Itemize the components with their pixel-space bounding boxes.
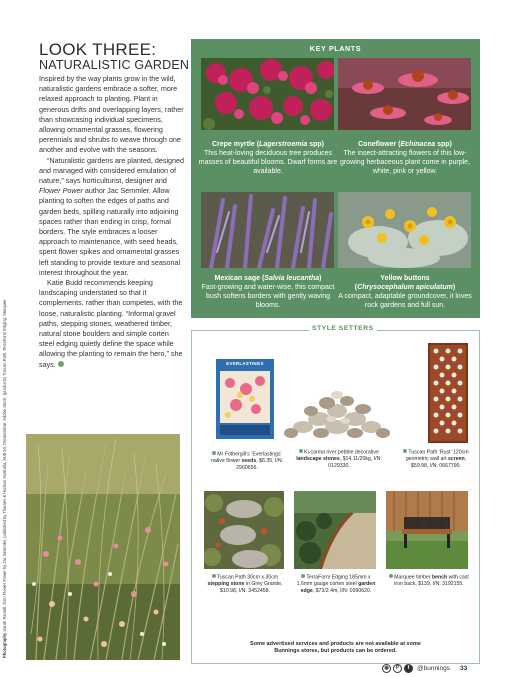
- yellow-buttons-desc: A compact, adaptable groundcover, it loves rock gardens and full sun.: [338, 293, 472, 309]
- bullet-icon: [212, 574, 216, 578]
- naturalistic-garden-photo: [26, 434, 180, 660]
- product-garden-edge-caption: TerraForm Edging 185mm x 1.6mm gauge corten steel garden edge, $73/2.4m, I/N: 0990620.: [296, 574, 376, 595]
- yellow-buttons-caption: [333, 274, 477, 310]
- social-handle[interactable]: @bunnings: [417, 665, 450, 672]
- page-number: 33: [459, 665, 468, 672]
- coneflower-photo: [338, 58, 471, 130]
- coneflower-desc: The insect-attracting flowers of this low-growing herbaceous plant come in purple, white, pink or yellow.: [340, 150, 470, 175]
- bullet-icon: [212, 451, 216, 455]
- crepe-myrtle-name: Crepe myrtle (Lagerstroemia spp): [211, 141, 325, 148]
- paragraph-1: Inspired by the way plants grow in the wild, naturalistic gardens embrace a softer, more relaxed approach to planting. Plant in generous drifts and overlapping layers, rather than showcasing individual specimens, allowing ornamental grasses, flowering perennials and shrubs to weave through one another and evolve with the seasons.: [39, 74, 184, 155]
- bullet-icon: [299, 449, 303, 453]
- article-body: [39, 74, 185, 370]
- bench-image: [386, 491, 468, 569]
- yellow-buttons-name: Yellow buttons (Chrysocephalum apiculatum): [354, 275, 456, 291]
- credit-label: Photography: [2, 632, 7, 658]
- coneflower-caption: [333, 140, 477, 176]
- coneflower-name: Coneflower (Echinacea spp): [358, 141, 452, 148]
- credit-text: Sarah Parnell, from Flower Power by Jac Semmler, published by Thames & Hudson Australia, AU$ 50; Dreamstime; Adobe Stock; (products) Tuscan Path, TerraForm Edging, Marquee: [2, 299, 7, 633]
- facebook-icon[interactable]: f: [404, 664, 413, 673]
- paragraph-2-end: author Jac Semmler. Allow planting to soften the edges of paths and garden beds, spilling naturally into adjoining spaces rather than ending in crisp, formal borders. The style embraces a looser approach to maintenance, with seed heads, spent flower spikes and ornamental grasses left standing to provide texture and seasonal interest throughout the year.: [39, 186, 181, 277]
- product-seeds-caption: Mr Fothergill’s ‘Everlastings’ native flower seeds, $6.35, I/N: 2960656.: [210, 451, 284, 472]
- availability-disclaimer: [192, 641, 479, 655]
- mexican-sage-photo: [201, 192, 334, 268]
- bullet-icon: [389, 574, 393, 578]
- mexican-sage-desc: Fast-growing and water-wise, this compact bush softens borders with gently waving blooms.: [201, 284, 335, 309]
- key-plants-panel: [191, 39, 480, 318]
- page-title: LOOK THREE:: [39, 40, 157, 59]
- instagram-icon[interactable]: ◉: [382, 664, 391, 673]
- crepe-myrtle-caption: [196, 140, 340, 176]
- seed-packet-image: [216, 359, 274, 439]
- product-bench-caption: Marquee timber bench with cast iron back, $139, I/N: 3192155.: [386, 574, 472, 588]
- style-setters-title: STYLE SETTERS: [309, 325, 377, 332]
- pinterest-icon[interactable]: P: [393, 664, 402, 673]
- paragraph-2: [39, 156, 185, 278]
- product-stones-caption: Ki-carma river pebble decorative landscape stones, $14.11/20kg, I/N: 0129330.: [296, 449, 382, 470]
- stepping-stone-image: [204, 491, 284, 569]
- paragraph-3-text: Katie Budd recommends keeping landscaping understated so that it complements, rather than competes, with the loose, naturalistic planting. “Informal gravel paths, stepping stones, weathered timber, natural stone boulders and simple corten steel edging quietly define the space while allowing the planting to remain the hero,” she says.: [39, 278, 183, 369]
- landscape-stones-image: [283, 381, 391, 441]
- seed-packet-label: EVERLASTINGS: [226, 361, 264, 366]
- disclaimer-line-2: Bunnings stores, but products can be ordered.: [274, 648, 397, 654]
- yellow-buttons-photo: [338, 192, 471, 268]
- book-title: Flower Power: [39, 186, 83, 196]
- bullet-icon: [301, 574, 305, 578]
- crepe-myrtle-desc: This heat-loving deciduous tree produces masses of beautiful blooms. Dwarf forms are available.: [198, 150, 338, 175]
- wall-art-screen-image: [428, 343, 468, 443]
- disclaimer-line-1: Some advertised services and products are not available at some: [250, 641, 421, 647]
- style-setters-box: [191, 325, 480, 664]
- garden-edge-image: [294, 491, 376, 569]
- key-plants-title: KEY PLANTS: [309, 44, 362, 53]
- page-footer: [382, 664, 467, 673]
- product-stepping-stone-caption: Tuscan Path 30cm x 30cm stepping stone in Grey Granite, $10.98, I/N: 3452458.: [207, 574, 283, 595]
- mexican-sage-caption: [196, 274, 340, 310]
- end-marker-icon: [58, 361, 64, 367]
- mexican-sage-name: Mexican sage (Salvia leucantha): [214, 275, 322, 282]
- paragraph-3: [39, 278, 185, 370]
- paragraph-2-start: “Naturalistic gardens are planted, designed and managed with considered emulation of nature,” says horticulturist, designer and: [39, 155, 185, 186]
- page-subtitle: NATURALISTIC GARDEN: [39, 58, 190, 72]
- product-screen-caption: Tuscan Path ‘Rust’ 120cm geometric wall art screen, $59.98, I/N: 0667790.: [398, 449, 474, 470]
- bullet-icon: [403, 449, 407, 453]
- crepe-myrtle-photo: [201, 58, 334, 130]
- photo-credit: [2, 299, 7, 658]
